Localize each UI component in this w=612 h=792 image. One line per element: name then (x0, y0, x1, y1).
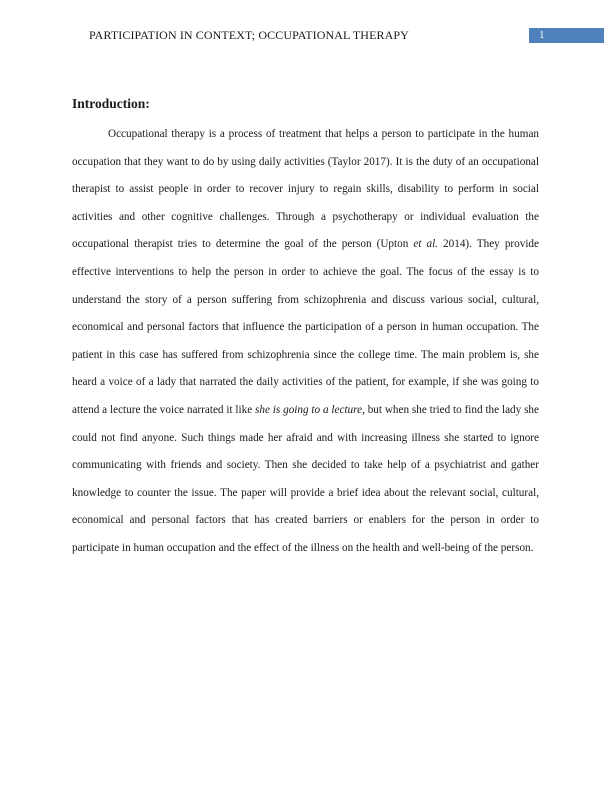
paragraph-text-part-2: 2014). They provide effective interventions to help the person in order to achieve the goal. The focus of the essay is to understand the story of a person suffering from schizophrenia and discuss various social, cultural, economical and personal factors that influence the participation of a person in human occupation. The patient in this case has suffered from schizophrenia since the college time. The main problem is, she heard a voice of a lady that narrated the daily activities of the patient, for example, if she was going to attend a lecture the voice narrated it like (72, 238, 539, 416)
section-heading: Introduction: (72, 96, 150, 111)
running-header-title: PARTICIPATION IN CONTEXT; OCCUPATIONAL THERAPY (89, 28, 409, 42)
paragraph-citation-italic: et al. (413, 238, 438, 251)
body-paragraph (72, 121, 539, 563)
paragraph-quote-italic: she is going to a lecture (255, 403, 363, 416)
page-number-badge: 1 (529, 28, 604, 43)
paragraph-text-part-1: Occupational therapy is a process of treatment that helps a person to participate in the human occupation that they want to do by using daily activities (Taylor 2017). It is the duty of an occupational therapist to assist people in order to recover injury to regain skills, disability to perform in social activities and other cognitive challenges. Through a psychotherapy or individual evaluation the occupational therapist tries to determine the goal of the person (Upton (72, 128, 539, 251)
paragraph-text-part-3: , but when she tried to find the lady she could not find anyone. Such things made her afraid and with increasing illness she started to ignore communicating with friends and society. Then she decided to take help of a psychiatrist and gather knowledge to counter the issue. The paper will provide a brief idea about the relevant social, cultural, economical and personal factors that has created barriers or enablers for the person in order to participate in human occupation and the effect of the illness on the health and well-being of the person. (72, 403, 539, 554)
